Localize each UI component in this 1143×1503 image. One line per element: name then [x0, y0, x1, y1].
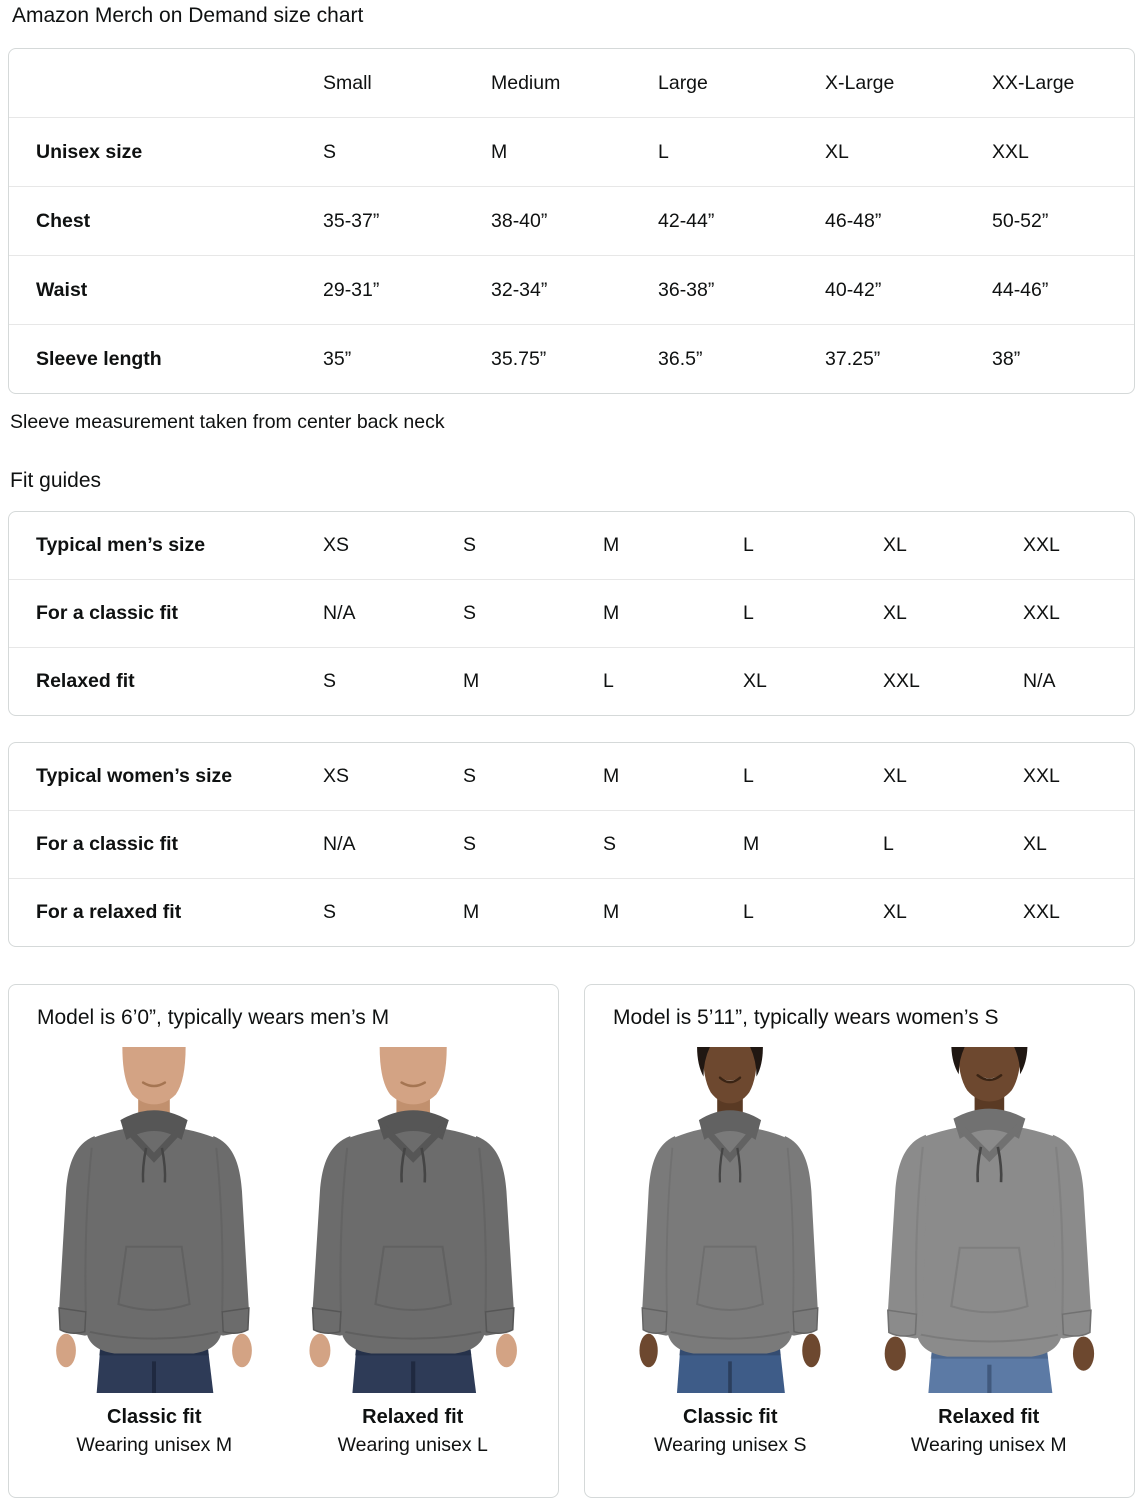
size-cell: L: [743, 901, 754, 923]
size-cell: 46-48”: [825, 209, 882, 232]
wearing-caption: Wearing unisex M: [910, 1434, 1067, 1456]
size-cell: 38”: [992, 347, 1021, 370]
size-cell: M: [603, 765, 620, 787]
table-row-chest: [9, 186, 1134, 255]
row-label: For a classic fit: [36, 833, 178, 855]
size-cell: 29-31”: [323, 278, 380, 301]
womens-fit-guide-table: [8, 742, 1135, 947]
size-chart-table: [8, 48, 1135, 394]
size-cell: 44-46”: [992, 278, 1049, 301]
size-cell: XL: [883, 901, 907, 923]
size-cell: S: [463, 765, 477, 787]
column-header: XX-Large: [992, 71, 1075, 94]
size-cell: XXL: [1023, 602, 1060, 624]
size-cell: XL: [1023, 833, 1047, 855]
table-row-relaxed-fit: [9, 878, 1134, 946]
size-cell: M: [463, 901, 480, 923]
size-cell: M: [603, 602, 620, 624]
size-cell: M: [603, 534, 620, 556]
size-cell: 38-40”: [491, 209, 548, 232]
size-cell: XS: [323, 534, 350, 556]
size-cell: XXL: [1023, 765, 1060, 787]
column-header: X-Large: [825, 71, 895, 94]
fit-guides-heading: Fit guides: [10, 469, 102, 492]
size-cell: XL: [825, 140, 849, 163]
mens-fit-guide-table: [8, 511, 1135, 716]
size-cell: L: [658, 140, 669, 163]
size-cell: S: [323, 901, 337, 923]
fit-caption: Relaxed fit: [938, 1406, 1040, 1428]
table-row-sleeve-length: [9, 324, 1134, 393]
model-figure: [25, 1047, 284, 1457]
size-cell: 32-34”: [491, 278, 548, 301]
table-row-typical-mens-size: [9, 512, 1134, 579]
fit-caption: Classic fit: [107, 1406, 202, 1428]
size-cell: 40-42”: [825, 278, 882, 301]
size-cell: N/A: [323, 602, 356, 624]
column-header: Large: [658, 71, 708, 94]
page-title: Amazon Merch on Demand size chart: [12, 4, 364, 27]
size-cell: L: [883, 833, 894, 855]
size-cell: 36.5”: [658, 347, 703, 370]
fit-caption: Classic fit: [683, 1406, 778, 1428]
row-label: Chest: [36, 209, 91, 232]
size-cell: XL: [743, 670, 767, 692]
size-cell: S: [323, 140, 337, 163]
wearing-caption: Wearing unisex S: [654, 1434, 807, 1456]
size-cell: N/A: [323, 833, 356, 855]
size-cell: L: [743, 534, 754, 556]
womens-model-card: [584, 984, 1135, 1498]
table-row-unisex-size: [9, 117, 1134, 186]
size-cell: XL: [883, 765, 907, 787]
size-cell: 35”: [323, 347, 352, 370]
table-row-waist: [9, 255, 1134, 324]
size-cell: S: [463, 833, 477, 855]
table-row-typical-womens-size: [9, 743, 1134, 810]
model-figure: [601, 1047, 860, 1457]
size-cell: M: [491, 140, 508, 163]
model-card-title: Model is 6’0”, typically wears men’s M: [37, 1006, 390, 1029]
model-figure: [860, 1047, 1119, 1457]
row-label: Relaxed fit: [36, 670, 135, 692]
fit-caption: Relaxed fit: [362, 1406, 464, 1428]
row-label: Waist: [36, 278, 88, 301]
wearing-caption: Wearing unisex M: [76, 1434, 233, 1456]
size-cell: L: [603, 670, 614, 692]
size-cell: 37.25”: [825, 347, 881, 370]
model-figure: [284, 1047, 543, 1457]
size-cell: XXL: [1023, 901, 1060, 923]
size-chart-page: [0, 3, 1143, 1498]
size-cell: XL: [883, 534, 907, 556]
model-card-title: Model is 5’11”, typically wears women’s S: [613, 1006, 999, 1029]
size-cell: 35-37”: [323, 209, 380, 232]
size-cell: 35.75”: [491, 347, 547, 370]
size-cell: S: [603, 833, 617, 855]
size-cell: 36-38”: [658, 278, 715, 301]
size-cell: M: [463, 670, 480, 692]
size-cell: XXL: [1023, 534, 1060, 556]
table-row-classic-fit: [9, 810, 1134, 878]
size-cell: M: [743, 833, 760, 855]
row-label: Sleeve length: [36, 347, 162, 370]
column-header: Small: [323, 71, 372, 94]
size-cell: 42-44”: [658, 209, 715, 232]
row-label: Unisex size: [36, 140, 143, 163]
size-cell: XS: [323, 765, 350, 787]
size-cell: L: [743, 765, 754, 787]
size-cell: S: [323, 670, 337, 692]
wearing-caption: Wearing unisex L: [337, 1434, 488, 1456]
table-row-classic-fit: [9, 579, 1134, 647]
size-cell: XXL: [992, 140, 1029, 163]
size-cell: L: [743, 602, 754, 624]
row-label: Typical women’s size: [36, 765, 233, 787]
sleeve-measurement-note: Sleeve measurement taken from center back neck: [10, 411, 445, 433]
mens-model-card: [8, 984, 559, 1498]
size-cell: S: [463, 534, 477, 556]
size-cell: 50-52”: [992, 209, 1049, 232]
size-cell: XL: [883, 602, 907, 624]
model-cards-row: [8, 984, 1135, 1498]
size-cell: S: [463, 602, 477, 624]
male-model-classic-fit-photo: [34, 1047, 274, 1393]
size-cell: M: [603, 901, 620, 923]
size-cell: N/A: [1023, 670, 1056, 692]
model-figures: [25, 1047, 542, 1457]
row-label: Typical men’s size: [36, 534, 206, 556]
size-cell: XXL: [883, 670, 920, 692]
row-label: For a classic fit: [36, 602, 178, 624]
model-figures: [601, 1047, 1118, 1457]
column-header: Medium: [491, 71, 561, 94]
male-model-relaxed-fit-photo: [293, 1047, 533, 1393]
female-model-classic-fit-photo: [610, 1047, 850, 1393]
female-model-relaxed-fit-photo: [869, 1047, 1109, 1393]
table-row-relaxed-fit: [9, 647, 1134, 715]
size-chart-header-row: [9, 49, 1134, 117]
row-label: For a relaxed fit: [36, 901, 182, 923]
